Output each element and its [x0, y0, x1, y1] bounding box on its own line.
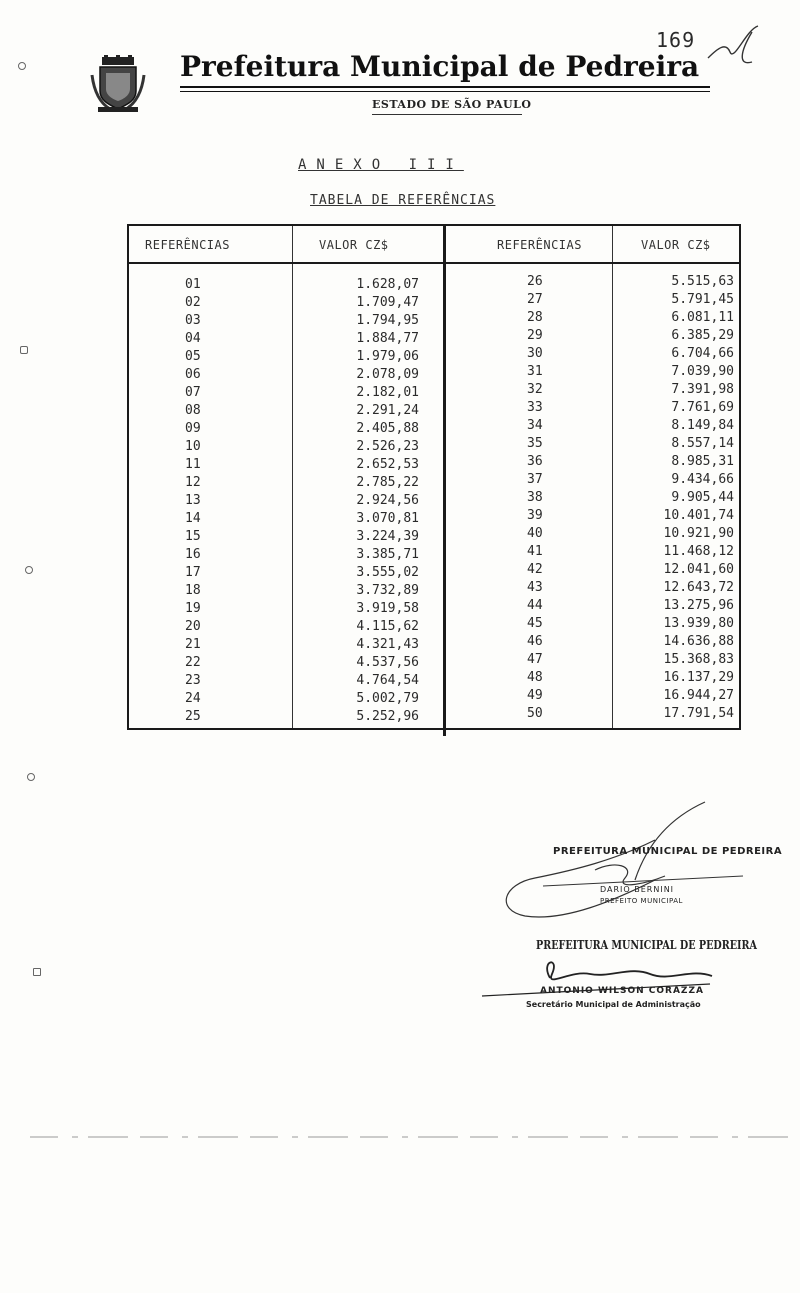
table-cell-reference: 44 — [527, 598, 543, 613]
header-value-left: VALOR CZ$ — [319, 238, 389, 252]
table-cell-value: 1.884,77 — [356, 331, 419, 346]
table-cell-reference: 05 — [185, 349, 201, 364]
margin-mark — [27, 773, 35, 781]
table-cell-value: 14.636,88 — [663, 634, 734, 649]
margin-mark — [33, 968, 41, 976]
table-cell-value: 5.515,63 — [671, 274, 734, 289]
table-cell-reference: 22 — [185, 655, 201, 670]
table-cell-reference: 30 — [527, 346, 543, 361]
table-cell-value: 3.555,02 — [356, 565, 419, 580]
table-cell-reference: 39 — [527, 508, 543, 523]
table-cell-value: 13.275,96 — [663, 598, 734, 613]
table-cell-reference: 28 — [527, 310, 543, 325]
table-cell-reference: 18 — [185, 583, 201, 598]
table-title: TABELA DE REFERÊNCIAS — [310, 193, 496, 208]
table-cell-reference: 35 — [527, 436, 543, 451]
table-cell-value: 9.434,66 — [671, 472, 734, 487]
table-cell-value: 7.039,90 — [671, 364, 734, 379]
signatory-name: ANTONIO WILSON CORAZZA — [540, 986, 704, 996]
table-cell-value: 3.070,81 — [356, 511, 419, 526]
table-cell-value: 1.709,47 — [356, 295, 419, 310]
title-rule-thin — [180, 91, 710, 92]
table-cell-reference: 43 — [527, 580, 543, 595]
margin-mark — [25, 566, 33, 574]
table-cell-reference: 07 — [185, 385, 201, 400]
table-cell-reference: 32 — [527, 382, 543, 397]
table-cell-reference: 03 — [185, 313, 201, 328]
signature-block-secretary — [480, 930, 757, 1020]
header-references-left: REFERÊNCIAS — [145, 238, 230, 252]
table-cell-value: 4.537,56 — [356, 655, 419, 670]
header-value-right: VALOR CZ$ — [641, 238, 711, 252]
table-cell-reference: 13 — [185, 493, 201, 508]
table-cell-value: 2.182,01 — [356, 385, 419, 400]
table-cell-value: 10.921,90 — [663, 526, 734, 541]
header-references-right: REFERÊNCIAS — [497, 238, 582, 252]
table-cell-value: 6.704,66 — [671, 346, 734, 361]
table-cell-value: 16.944,27 — [663, 688, 734, 703]
table-cell-reference: 21 — [185, 637, 201, 652]
table-cell-reference: 38 — [527, 490, 543, 505]
signatory-name: DARIO BERNINI — [600, 885, 675, 894]
table-cell-reference: 48 — [527, 670, 543, 685]
table-cell-reference: 41 — [527, 544, 543, 559]
table-cell-reference: 15 — [185, 529, 201, 544]
table-cell-value: 4.764,54 — [356, 673, 419, 688]
table-cell-reference: 27 — [527, 292, 543, 307]
table-cell-value: 6.081,11 — [671, 310, 734, 325]
table-cell-reference: 26 — [527, 274, 543, 289]
table-cell-reference: 37 — [527, 472, 543, 487]
table-cell-value: 9.905,44 — [671, 490, 734, 505]
table-cell-value: 3.919,58 — [356, 601, 419, 616]
table-cell-value: 15.368,83 — [663, 652, 734, 667]
table-cell-value: 11.468,12 — [663, 544, 734, 559]
table-cell-reference: 31 — [527, 364, 543, 379]
table-cell-value: 2.785,22 — [356, 475, 419, 490]
table-cell-value: 12.041,60 — [663, 562, 734, 577]
table-cell-value: 12.643,72 — [663, 580, 734, 595]
subtitle-rule — [372, 114, 522, 115]
margin-mark — [18, 62, 26, 70]
table-cell-reference: 16 — [185, 547, 201, 562]
table-cell-value: 5.002,79 — [356, 691, 419, 706]
table-cell-reference: 02 — [185, 295, 201, 310]
table-cell-value: 2.291,24 — [356, 403, 419, 418]
table-cell-value: 3.732,89 — [356, 583, 419, 598]
table-cell-value: 2.652,53 — [356, 457, 419, 472]
table-cell-value: 8.557,14 — [671, 436, 734, 451]
table-cell-reference: 14 — [185, 511, 201, 526]
table-cell-reference: 42 — [527, 562, 543, 577]
table-cell-value: 7.391,98 — [671, 382, 734, 397]
values-column-right — [634, 273, 734, 723]
table-cell-value: 3.385,71 — [356, 547, 419, 562]
table-cell-value: 4.115,62 — [356, 619, 419, 634]
table-cell-value: 3.224,39 — [356, 529, 419, 544]
table-cell-value: 5.252,96 — [356, 709, 419, 724]
table-cell-reference: 19 — [185, 601, 201, 616]
column-divider — [612, 226, 613, 728]
reference-table — [127, 224, 741, 730]
table-cell-reference: 12 — [185, 475, 201, 490]
table-cell-reference: 29 — [527, 328, 543, 343]
table-cell-value: 16.137,29 — [663, 670, 734, 685]
table-cell-value: 2.924,56 — [356, 493, 419, 508]
table-cell-reference: 25 — [185, 709, 201, 724]
municipal-crest-icon — [90, 55, 146, 113]
table-cell-reference: 49 — [527, 688, 543, 703]
signatory-role: PREFEITO MUNICIPAL — [600, 897, 683, 905]
table-cell-value: 7.761,69 — [671, 400, 734, 415]
scan-edge-dashes — [30, 1133, 800, 1141]
table-cell-reference: 06 — [185, 367, 201, 382]
table-cell-reference: 23 — [185, 673, 201, 688]
table-cell-value: 8.985,31 — [671, 454, 734, 469]
title-rule — [180, 86, 710, 88]
table-cell-reference: 17 — [185, 565, 201, 580]
table-cell-value: 2.526,23 — [356, 439, 419, 454]
table-cell-value: 1.628,07 — [356, 277, 419, 292]
references-column-right — [527, 273, 567, 723]
stamp-office: PREFEITURA MUNICIPAL DE PEDREIRA — [536, 938, 757, 952]
table-cell-value: 4.321,43 — [356, 637, 419, 652]
table-cell-reference: 08 — [185, 403, 201, 418]
references-column-left — [185, 276, 225, 726]
table-cell-value: 17.791,54 — [663, 706, 734, 721]
organization-title: Prefeitura Municipal de Pedreira — [180, 50, 700, 83]
table-cell-value: 2.078,09 — [356, 367, 419, 382]
table-cell-reference: 47 — [527, 652, 543, 667]
table-cell-value: 13.939,80 — [663, 616, 734, 631]
handwritten-initial-icon — [700, 22, 770, 72]
table-cell-value: 1.979,06 — [356, 349, 419, 364]
table-cell-reference: 20 — [185, 619, 201, 634]
header-divider — [129, 262, 739, 264]
page-number: 169 — [656, 28, 696, 52]
table-cell-reference: 04 — [185, 331, 201, 346]
table-cell-reference: 46 — [527, 634, 543, 649]
column-divider — [292, 226, 293, 728]
table-cell-reference: 50 — [527, 706, 543, 721]
table-cell-reference: 33 — [527, 400, 543, 415]
table-cell-reference: 36 — [527, 454, 543, 469]
signature-block-mayor — [495, 800, 783, 920]
table-cell-reference: 10 — [185, 439, 201, 454]
signatory-role: Secretário Municipal de Administração — [526, 1000, 701, 1009]
table-cell-reference: 24 — [185, 691, 201, 706]
values-column-left — [329, 276, 419, 726]
table-cell-value: 8.149,84 — [671, 418, 734, 433]
table-cell-value: 10.401,74 — [663, 508, 734, 523]
table-cell-value: 2.405,88 — [356, 421, 419, 436]
table-cell-value: 6.385,29 — [671, 328, 734, 343]
table-cell-reference: 45 — [527, 616, 543, 631]
table-cell-value: 5.791,45 — [671, 292, 734, 307]
annex-title: ANEXO III — [298, 157, 464, 173]
margin-mark — [20, 346, 28, 354]
table-cell-value: 1.794,95 — [356, 313, 419, 328]
table-cell-reference: 40 — [527, 526, 543, 541]
table-cell-reference: 01 — [185, 277, 201, 292]
center-divider — [443, 226, 446, 736]
table-cell-reference: 09 — [185, 421, 201, 436]
table-cell-reference: 11 — [185, 457, 201, 472]
table-cell-reference: 34 — [527, 418, 543, 433]
stamp-office: PREFEITURA MUNICIPAL DE PEDREIRA — [553, 846, 783, 857]
organization-subtitle: ESTADO DE SÃO PAULO — [372, 98, 532, 111]
